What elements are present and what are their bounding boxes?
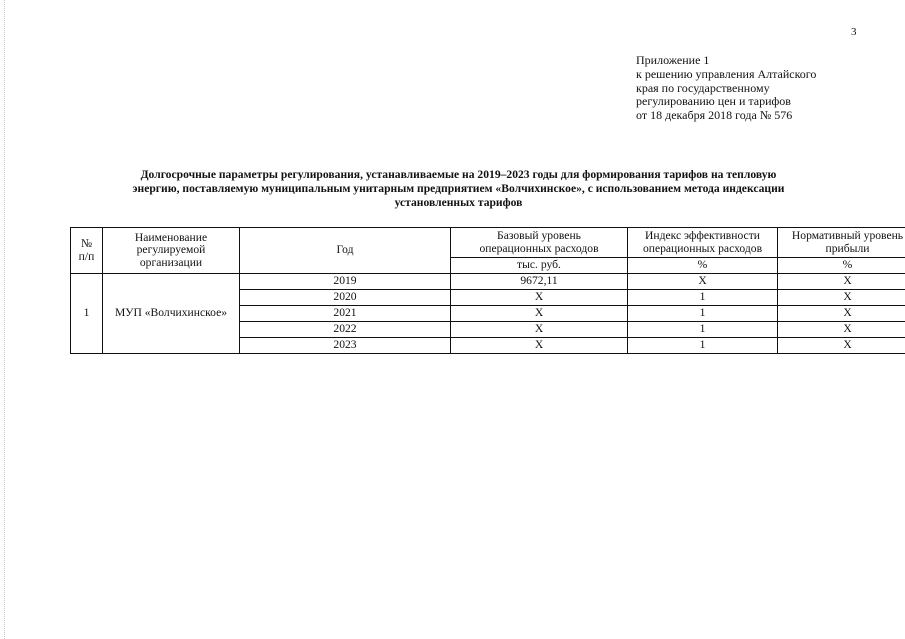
appendix-line: к решению управления Алтайского <box>636 66 817 81</box>
appendix-line: регулированию цен и тарифов <box>636 94 791 109</box>
header-efficiency-index <box>628 228 778 258</box>
page-left-edge <box>4 0 5 639</box>
cell-year: 2019 <box>240 274 451 290</box>
header-text: Наименование <box>134 230 208 244</box>
title-line: установленных тарифов <box>394 196 523 209</box>
header-text: № <box>80 236 93 250</box>
header-text: регулируемой <box>136 243 206 257</box>
header-text: прибыли <box>825 241 870 255</box>
cell-base: Х <box>451 290 628 306</box>
cell-index: Х <box>628 274 778 290</box>
header-organization <box>103 228 240 274</box>
header-text: Нормативный уровень <box>791 228 904 242</box>
appendix-line: от 18 декабря 2018 года № 576 <box>636 108 793 123</box>
header-profit-level <box>778 228 905 258</box>
cell-index: 1 <box>628 322 778 338</box>
cell-base: Х <box>451 338 628 354</box>
cell-profit: Х <box>778 322 905 338</box>
cell-profit: Х <box>778 306 905 322</box>
table-header-row <box>71 228 905 258</box>
cell-index: 1 <box>628 306 778 322</box>
cell-year: 2023 <box>240 338 451 354</box>
table-row <box>71 274 905 290</box>
header-number <box>71 228 103 274</box>
header-base-level <box>451 228 628 258</box>
page-number: 3 <box>851 26 857 38</box>
appendix-line: края по государственному <box>636 80 770 95</box>
header-text: операционных расходов <box>479 241 599 255</box>
cell-profit: Х <box>778 274 905 290</box>
cell-index: 1 <box>628 290 778 306</box>
document-title <box>70 168 847 210</box>
parameters-table <box>70 227 905 354</box>
cell-base: Х <box>451 322 628 338</box>
unit-base: тыс. руб. <box>451 258 628 274</box>
appendix-block <box>636 54 876 123</box>
cell-profit: Х <box>778 338 905 354</box>
header-text: п/п <box>78 249 95 263</box>
header-year: Год <box>240 228 451 274</box>
header-text: Базовый уровень <box>497 228 581 242</box>
cell-year: 2021 <box>240 306 451 322</box>
header-text: организации <box>139 255 203 269</box>
title-line: энергию, поставляемую муниципальным унитарным предприятием «Волчихинское», с использованием метода индексации <box>132 182 785 195</box>
unit-index: % <box>628 258 778 274</box>
header-text: операционных расходов <box>642 241 763 255</box>
cell-year: 2020 <box>240 290 451 306</box>
header-text: Индекс эффективности <box>645 228 760 242</box>
cell-organization: МУП «Волчихинское» <box>103 274 240 354</box>
cell-index: 1 <box>628 338 778 354</box>
cell-year: 2022 <box>240 322 451 338</box>
cell-profit: Х <box>778 290 905 306</box>
cell-base: Х <box>451 306 628 322</box>
title-line: Долгосрочные параметры регулирования, устанавливаемые на 2019–2023 годы для формирования тарифов на тепловую <box>140 168 777 181</box>
cell-base: 9672,11 <box>451 274 628 290</box>
appendix-line: Приложение 1 <box>636 53 710 67</box>
cell-row-number: 1 <box>71 274 103 354</box>
unit-profit: % <box>778 258 905 274</box>
